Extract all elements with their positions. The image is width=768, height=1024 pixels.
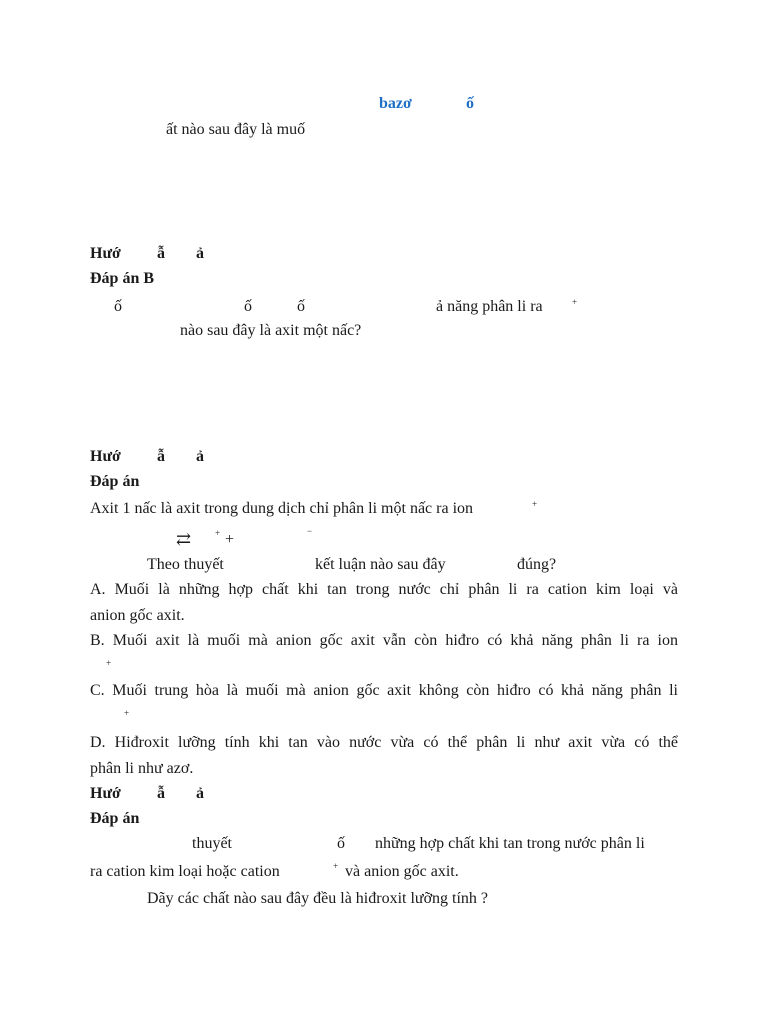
question-1-text: ất nào sau đây là muố <box>166 121 306 138</box>
answer-2-line-1: Axit 1 nấc là axit trong dung dịch chỉ phân li một nấc ra ion <box>90 500 474 517</box>
guide-frag-3a: ẫ <box>157 785 165 802</box>
question-3-frag-3: đúng? <box>517 556 557 573</box>
guide-label-1: Hướ <box>90 245 121 262</box>
heading-fragment-2: ố <box>466 95 474 112</box>
explain-1-frag-b: ố <box>244 298 252 315</box>
option-a-line-2: anion gốc axit. <box>90 607 185 624</box>
equation-sup-minus: − <box>307 526 313 536</box>
guide-frag-3b: ả <box>196 785 204 802</box>
option-b-line-1: B. Muối axit là muối mà anion gốc axit vẫn còn hiđro có khả năng phân li ra ion <box>90 632 678 649</box>
answer-3-line-1-frag-3: những hợp chất khi tan trong nước phân li <box>375 835 645 852</box>
answer-label-1: Đáp án B <box>90 270 155 287</box>
guide-frag-1a: ẫ <box>157 245 165 262</box>
answer-3-line-1-frag-2: ố <box>337 835 345 852</box>
option-c-sup: + <box>124 708 130 718</box>
answer-2-line-1-sup: + <box>532 499 538 509</box>
equation-plus: + <box>225 531 235 548</box>
explain-1-sup: + <box>572 297 578 307</box>
guide-label-2: Hướ <box>90 448 121 465</box>
option-b-sup: + <box>106 658 112 668</box>
option-c-line-1: C. Muối trung hòa là muối mà anion gốc axit không còn hiđro có khả năng phân li <box>90 682 678 699</box>
question-3-frag-1: Theo thuyết <box>147 556 224 573</box>
explain-1-frag-d: ả năng phân li ra <box>436 298 543 315</box>
answer-3-line-1-frag-1: thuyết <box>192 835 232 852</box>
heading-fragment-bazo: bazơ <box>379 95 412 112</box>
answer-label-3: Đáp án <box>90 810 140 827</box>
guide-frag-1b: ả <box>196 245 204 262</box>
explain-1-frag-a: ố <box>114 298 122 315</box>
answer-label-2: Đáp án <box>90 473 140 490</box>
option-d-line-2: phân li như azơ. <box>90 760 194 777</box>
guide-frag-2b: ả <box>196 448 204 465</box>
explain-1-frag-c: ố <box>297 298 305 315</box>
guide-label-3: Hướ <box>90 785 121 802</box>
answer-3-line-2-frag-2: và anion gốc axit. <box>345 863 459 880</box>
question-4-text: Dãy các chất nào sau đây đều là hiđroxit lưỡng tính ? <box>147 890 489 907</box>
equilibrium-arrow-icon: ⇄ <box>176 529 192 549</box>
answer-3-line-2-sup: + <box>333 861 339 871</box>
question-2-text: nào sau đây là axit một nấc? <box>180 322 362 339</box>
option-a-line-1: A. Muối là những hợp chất khi tan trong nước chỉ phân li ra cation kim loại và <box>90 581 678 598</box>
equation-sup-plus: + <box>215 528 221 538</box>
option-d-line-1: D. Hiđroxit lưỡng tính khi tan vào nước vừa có thể phân li như axit vừa có thể <box>90 734 678 751</box>
question-3-frag-2: kết luận nào sau đây <box>315 556 446 573</box>
guide-frag-2a: ẫ <box>157 448 165 465</box>
answer-3-line-2-frag-1: ra cation kim loại hoặc cation <box>90 863 280 880</box>
